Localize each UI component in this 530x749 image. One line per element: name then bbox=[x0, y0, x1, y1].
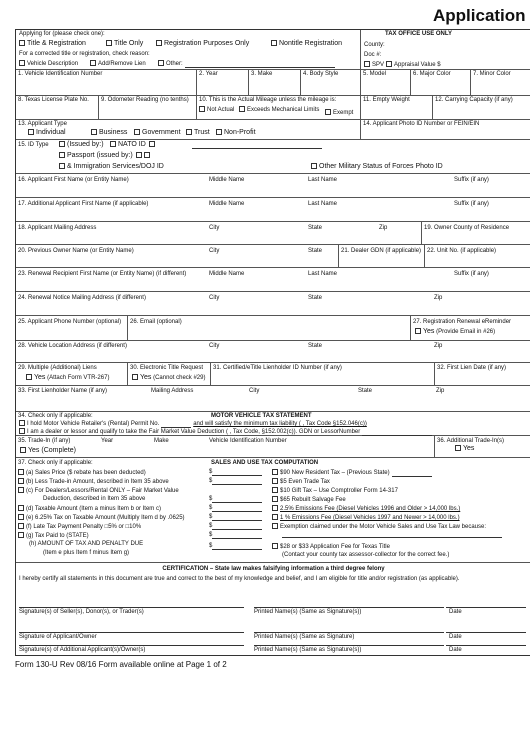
checkbox[interactable] bbox=[28, 129, 34, 135]
checkbox[interactable] bbox=[18, 487, 24, 493]
etitle-yes[interactable]: Yes (Cannot check #29) bbox=[132, 374, 205, 382]
checkbox[interactable] bbox=[216, 129, 222, 135]
checkbox[interactable] bbox=[19, 60, 25, 66]
checkbox[interactable] bbox=[59, 141, 65, 147]
applying-label: Applying for (please check one): bbox=[19, 31, 105, 37]
sig-line-applicant[interactable] bbox=[19, 632, 244, 633]
checkbox[interactable] bbox=[311, 163, 317, 169]
field-owner-county[interactable]: 19. Owner County of Residence bbox=[421, 222, 530, 244]
corrected-label: For a corrected title or registration, check reason: bbox=[19, 51, 150, 57]
certification-body: I hereby certify all statements in this document are true and correct to the best of my knowledge and belief, and I am eligible for title and/or registration (as applicable). bbox=[19, 576, 460, 582]
applying-cell bbox=[16, 30, 360, 69]
sig-line-additional[interactable] bbox=[19, 645, 244, 646]
sales-line-a[interactable]: (a) Sales Price ($ rebate has been deducted) bbox=[18, 469, 146, 477]
applicant-type-row bbox=[16, 120, 530, 140]
checkbox[interactable] bbox=[110, 141, 116, 147]
fee-even-trade[interactable]: $5 Even Trade Tax bbox=[272, 478, 330, 486]
trade-in-cell bbox=[16, 436, 434, 457]
field-year[interactable]: 2. Year bbox=[196, 70, 248, 95]
checkbox[interactable] bbox=[18, 523, 24, 529]
mileage-not-actual[interactable]: Not Actual bbox=[199, 106, 234, 114]
date-label-seller: Date bbox=[449, 609, 462, 615]
field-mailing-address[interactable]: 18. Applicant Mailing Address City State Zip bbox=[18, 225, 388, 231]
checkbox[interactable] bbox=[91, 129, 97, 135]
certification-head: CERTIFICATION – State law makes falsifying information a third degree felony bbox=[162, 566, 385, 572]
date-label-additional: Date bbox=[449, 647, 462, 653]
checkbox[interactable] bbox=[186, 129, 192, 135]
print-label-applicant: Printed Name(s) (Same as Signature) bbox=[254, 634, 355, 640]
checkbox[interactable] bbox=[415, 328, 421, 334]
trade-year: Year bbox=[101, 438, 114, 444]
sig-label-additional: Signature(s) of Additional Applicant(s)/Owner(s) bbox=[19, 647, 146, 653]
row-23 bbox=[16, 268, 530, 292]
row-20 bbox=[16, 245, 530, 268]
sig-label-applicant: Signature of Applicant/Owner bbox=[19, 634, 97, 640]
trade-vin: Vehicle Identification Number bbox=[209, 438, 287, 444]
checkbox[interactable] bbox=[18, 505, 24, 511]
gdn-field[interactable] bbox=[362, 430, 432, 436]
checkbox[interactable] bbox=[158, 60, 164, 66]
checkbox[interactable] bbox=[59, 152, 65, 158]
amount-a[interactable]: $ bbox=[209, 469, 262, 476]
mvts-check: 34. Check only if applicable: bbox=[18, 413, 93, 419]
checkbox[interactable] bbox=[136, 152, 142, 158]
row-24 bbox=[16, 292, 530, 316]
checkbox[interactable] bbox=[18, 532, 24, 538]
checkbox[interactable] bbox=[272, 496, 278, 502]
field-vin[interactable]: 1. Vehicle Identification Number bbox=[18, 71, 103, 77]
checkbox[interactable] bbox=[364, 61, 370, 67]
office-spv[interactable]: SPV bbox=[364, 61, 384, 69]
office-head: TAX OFFICE USE ONLY bbox=[384, 31, 452, 37]
fee-new-resident[interactable]: $90 New Resident Tax – (Previous State) bbox=[272, 469, 432, 477]
mileage-exceeds[interactable]: Exceeds Mechanical Limits bbox=[239, 106, 319, 114]
field-applicant-name[interactable]: 16. Applicant First Name (or Entity Name) Middle Name Last Name Suffix (if any) bbox=[18, 177, 489, 183]
field-email[interactable]: 26. Email (optional) bbox=[127, 316, 410, 340]
checkbox[interactable] bbox=[90, 60, 96, 66]
row-18 bbox=[16, 222, 530, 245]
fee-emissions-25[interactable]: 2.5% Emissions Fee (Diesel Vehicles 1996 and Older > 14,000 lbs.) bbox=[272, 505, 460, 513]
exemption-field[interactable] bbox=[282, 532, 502, 538]
type-trust[interactable]: Trust bbox=[186, 129, 210, 137]
id-type-label: 15. ID Type bbox=[18, 142, 49, 148]
office-doc: Doc #: bbox=[364, 52, 382, 58]
checkbox[interactable] bbox=[106, 40, 112, 46]
opt-title-registration[interactable]: Title & Registration bbox=[19, 40, 86, 48]
type-individual[interactable]: Individual bbox=[28, 129, 66, 137]
sales-line-g[interactable]: (g) Tax Paid to (STATE) bbox=[18, 532, 89, 540]
checkbox[interactable] bbox=[272, 514, 278, 520]
ereminder-cell: 27. Registration Renewal eReminder Yes (Provide Email in #26) bbox=[410, 316, 530, 340]
sales-line-h: (h) AMOUNT OF TAX AND PENALTY DUE bbox=[29, 541, 144, 547]
sig-label-seller: Signature(s) of Seller(s), Donor(s), or Trader(s) bbox=[19, 609, 144, 615]
id-issued-field[interactable] bbox=[192, 143, 322, 149]
mvts-head: MOTOR VEHICLE TAX STATEMENT bbox=[211, 413, 312, 419]
sig-line-seller[interactable] bbox=[19, 607, 244, 608]
checkbox[interactable] bbox=[19, 420, 25, 426]
sales-line-b[interactable]: (b) Less Trade-in Amount, described in Item 35 above bbox=[18, 478, 169, 486]
permit-field[interactable] bbox=[161, 422, 191, 428]
amount-f[interactable]: $ bbox=[209, 523, 262, 530]
trade-in-label: 35. Trade-In (if any) bbox=[18, 438, 71, 444]
checkbox[interactable] bbox=[59, 163, 65, 169]
checkbox[interactable] bbox=[272, 469, 278, 475]
sales-check: 37. Check only if applicable: bbox=[18, 460, 93, 466]
application-form bbox=[15, 29, 530, 656]
field-plate[interactable]: 8. Texas License Plate No. bbox=[18, 97, 89, 103]
field-phone[interactable]: 25. Applicant Phone Number (optional) bbox=[18, 319, 122, 325]
fee-gift-tax[interactable]: $10 Gift Tax – Use Comptroller Form 14-317 bbox=[272, 487, 398, 495]
sales-line-f[interactable]: (f) Late Tax Payment Penalty □5% or □10% bbox=[18, 523, 141, 531]
checkbox[interactable] bbox=[19, 40, 25, 46]
office-county: County: bbox=[364, 42, 385, 48]
field-carrying-capacity[interactable]: 12. Carrying Capacity (if any) bbox=[432, 96, 530, 119]
field-renewal-recipient[interactable]: 23. Renewal Recipient First Name (or Entity Name) (if different) Middle Name Last Name Suffix (if any) bbox=[18, 271, 489, 277]
reason-other[interactable]: Other: bbox=[158, 60, 335, 68]
trade-in-yes[interactable]: Yes (Complete) bbox=[20, 447, 76, 455]
field-photo-id[interactable]: 14. Applicant Photo ID Number or FEIN/EIN bbox=[360, 120, 530, 139]
checkbox[interactable] bbox=[20, 447, 26, 453]
checkbox[interactable] bbox=[239, 106, 245, 112]
field-minor-color[interactable]: 7. Minor Color bbox=[470, 70, 530, 95]
opt-title-only[interactable]: Title Only bbox=[106, 40, 143, 48]
checkbox[interactable] bbox=[199, 106, 205, 112]
field-major-color[interactable]: 6. Major Color bbox=[410, 70, 470, 95]
print-label-additional: Printed Name(s) (Same as Signature(s)) bbox=[254, 647, 362, 653]
field-vehicle-location[interactable]: 28. Vehicle Location Address (if different) City State Zip bbox=[18, 343, 443, 349]
field-body-style[interactable]: 4. Body Style bbox=[300, 70, 360, 95]
sales-line-h2: (Item e plus Item f minus Item g) bbox=[43, 550, 130, 556]
etitle-cell: 30. Electronic Title Request Yes (Cannot check #29) bbox=[127, 363, 210, 385]
id-type-row bbox=[16, 140, 530, 174]
fee-rebuilt-salvage[interactable]: $65 Rebuilt Salvage Fee bbox=[272, 496, 346, 504]
amount-e[interactable]: $ bbox=[209, 514, 262, 521]
field-unit-no[interactable]: 22. Unit No. (if applicable) bbox=[424, 245, 530, 267]
field-mileage: 10. This is the Actual Mileage unless the mileage is: Not Actual Exceeds Mechanical Limits Exempt bbox=[196, 96, 360, 119]
type-nonprofit[interactable]: Non-Profit bbox=[216, 129, 256, 137]
form-title: Application bbox=[433, 6, 526, 25]
row-16 bbox=[16, 174, 530, 198]
applicant-type-cell: 13. Applicant Type Individual Business Government Trust Non-Profit bbox=[18, 121, 256, 136]
field-renewal-address[interactable]: 24. Renewal Notice Mailing Address (if different) City State Zip bbox=[18, 295, 443, 301]
sales-line-c2: Deduction, described in Item 35 above bbox=[43, 496, 146, 502]
checkbox[interactable] bbox=[18, 478, 24, 484]
checkbox[interactable] bbox=[18, 514, 24, 520]
type-business[interactable]: Business bbox=[91, 129, 127, 137]
other-field[interactable] bbox=[185, 62, 335, 68]
opt-registration-purposes[interactable]: Registration Purposes Only bbox=[156, 40, 249, 48]
sales-tax-cell bbox=[16, 458, 530, 562]
sales-line-e[interactable]: (e) 6.25% Tax on Taxable Amount (Multiply Item d by .0625) bbox=[18, 514, 185, 522]
field-make[interactable]: 3. Make bbox=[248, 70, 300, 95]
additional-trade-yes[interactable]: Yes bbox=[455, 445, 474, 453]
amount-d[interactable]: $ bbox=[209, 505, 262, 512]
date-line-applicant[interactable] bbox=[446, 632, 526, 633]
reason-lien[interactable]: Add/Remove Lien bbox=[90, 60, 146, 68]
sales-line-d[interactable]: (d) Taxable Amount (Item a minus Item b or Item c) bbox=[18, 505, 161, 513]
id-immigration[interactable]: & Immigration Services/DOJ ID bbox=[59, 163, 164, 171]
amount-c[interactable]: $ bbox=[209, 496, 262, 503]
reason-vehicle-description[interactable]: Vehicle Description bbox=[19, 60, 78, 68]
checkbox[interactable] bbox=[132, 374, 138, 380]
field-additional-applicant[interactable]: 17. Additional Applicant First Name (if applicable) Middle Name Last Name Suffix (if any) bbox=[18, 201, 489, 207]
row-28 bbox=[16, 341, 530, 363]
fee-application-note: (Contact your county tax assessor-collector for the correct fee.) bbox=[282, 552, 450, 558]
checkbox[interactable] bbox=[272, 543, 278, 549]
field-lien-date[interactable]: 32. First Lien Date (if any) bbox=[434, 363, 530, 385]
liens-yes[interactable]: Yes (Attach Form VTR-267) bbox=[26, 374, 109, 382]
sales-line-c[interactable]: (c) For Dealers/Lessors/Rental ONLY – Fair Market Value bbox=[18, 487, 179, 495]
office-box bbox=[360, 30, 530, 69]
id-passport[interactable]: Passport (issued by:) bbox=[59, 152, 152, 160]
row-25 bbox=[16, 316, 530, 341]
id-type-cell bbox=[16, 140, 530, 173]
sales-head: SALES AND USE TAX COMPUTATION bbox=[211, 460, 319, 466]
checkbox[interactable] bbox=[18, 469, 24, 475]
checkbox[interactable] bbox=[134, 129, 140, 135]
opt-nontitle-registration[interactable]: Nontitle Registration bbox=[271, 40, 342, 48]
checkbox[interactable] bbox=[271, 40, 277, 46]
plate-row bbox=[16, 96, 530, 120]
date-label-applicant: Date bbox=[449, 634, 462, 640]
mvts-row bbox=[16, 412, 530, 436]
form-footer: Form 130-U Rev 08/16 Form available online at Page 1 of 2 bbox=[15, 660, 227, 669]
checkbox[interactable] bbox=[325, 109, 331, 115]
field-dealer-gdn[interactable]: 21. Dealer GDN (if applicable) bbox=[338, 245, 424, 267]
checkbox[interactable] bbox=[149, 141, 155, 147]
applying-row bbox=[16, 30, 530, 70]
amount-g[interactable]: $ bbox=[209, 532, 262, 539]
checkbox[interactable] bbox=[144, 152, 150, 158]
print-line-applicant[interactable] bbox=[254, 632, 444, 633]
print-line-seller[interactable] bbox=[254, 607, 444, 608]
fee-emissions-1[interactable]: 1 % Emissions Fee (Diesel Vehicles 1997 and Newer > 14,000 lbs.) bbox=[272, 514, 460, 522]
field-model[interactable]: 5. Model bbox=[360, 70, 410, 95]
ereminder-yes[interactable]: Yes (Provide Email in #26) bbox=[415, 328, 495, 336]
trade-make: Make bbox=[154, 438, 169, 444]
row-17 bbox=[16, 198, 530, 222]
field-odometer[interactable]: 9. Odometer Reading (no tenths) bbox=[98, 96, 196, 119]
print-line-additional[interactable] bbox=[254, 645, 444, 646]
mileage-exempt[interactable]: Exempt bbox=[325, 109, 353, 117]
additional-trade-cell: 36. Additional Trade-In(s) Yes bbox=[434, 436, 530, 457]
checkbox[interactable] bbox=[455, 445, 461, 451]
checkbox[interactable] bbox=[156, 40, 162, 46]
field-previous-owner[interactable]: 20. Previous Owner Name (or Entity Name) City State bbox=[18, 248, 323, 254]
type-government[interactable]: Government bbox=[134, 129, 181, 137]
checkbox[interactable] bbox=[19, 428, 25, 434]
field-first-lienholder[interactable]: 33. First Lienholder Name (if any) Mailing Address City State Zip bbox=[18, 388, 445, 394]
field-lienholder-id[interactable]: 31. Certified/eTitle Lienholder ID Number (if any) bbox=[210, 363, 434, 385]
id-military[interactable]: Other Military Status of Forces Photo ID bbox=[311, 163, 443, 171]
fee-exemption[interactable]: Exemption claimed under the Motor Vehicle Sales and Use Tax Law because: bbox=[272, 523, 486, 531]
trade-in-row bbox=[16, 436, 530, 458]
vehicle-row bbox=[16, 70, 530, 96]
field-empty-weight[interactable]: 11. Empty Weight bbox=[360, 96, 432, 119]
date-line-seller[interactable] bbox=[446, 607, 526, 608]
liens-cell: 29. Multiple (Additional) Liens Yes (Attach Form VTR-267) bbox=[18, 365, 110, 381]
mvts-dealer[interactable]: I am a dealer or lessor and qualify to take the Fair Market Value Deduction ( , Tax Code, §152.002(c)). GDN or LessorNumber bbox=[19, 428, 432, 436]
sales-tax-row bbox=[16, 458, 530, 563]
checkbox[interactable] bbox=[272, 487, 278, 493]
amount-h[interactable]: $ bbox=[209, 543, 262, 550]
mvts-permit[interactable]: I hold Motor Vehicle Retailer's (Rental) Permit No. and will satisfy the minimum tax liability ( , Tax Code §152.046(c)) bbox=[19, 420, 367, 428]
fee-application[interactable]: $28 or $33 Application Fee for Texas Title bbox=[272, 543, 390, 551]
checkbox[interactable] bbox=[272, 478, 278, 484]
checkbox[interactable] bbox=[386, 61, 392, 67]
date-line-additional[interactable] bbox=[446, 645, 526, 646]
id-issued-by[interactable]: (Issued by:) bbox=[59, 141, 104, 149]
print-label-seller: Printed Name(s) (Same as Signature(s)) bbox=[254, 609, 362, 615]
mvts-cell bbox=[16, 412, 530, 435]
amount-b[interactable]: $ bbox=[209, 478, 262, 485]
row-29 bbox=[16, 363, 530, 386]
checkbox[interactable] bbox=[26, 374, 32, 380]
checkbox[interactable] bbox=[272, 523, 278, 529]
id-nato[interactable]: NATO ID bbox=[110, 141, 157, 149]
office-appraisal[interactable]: Appraisal Value $ bbox=[386, 61, 441, 69]
checkbox[interactable] bbox=[272, 505, 278, 511]
row-33 bbox=[16, 386, 530, 412]
